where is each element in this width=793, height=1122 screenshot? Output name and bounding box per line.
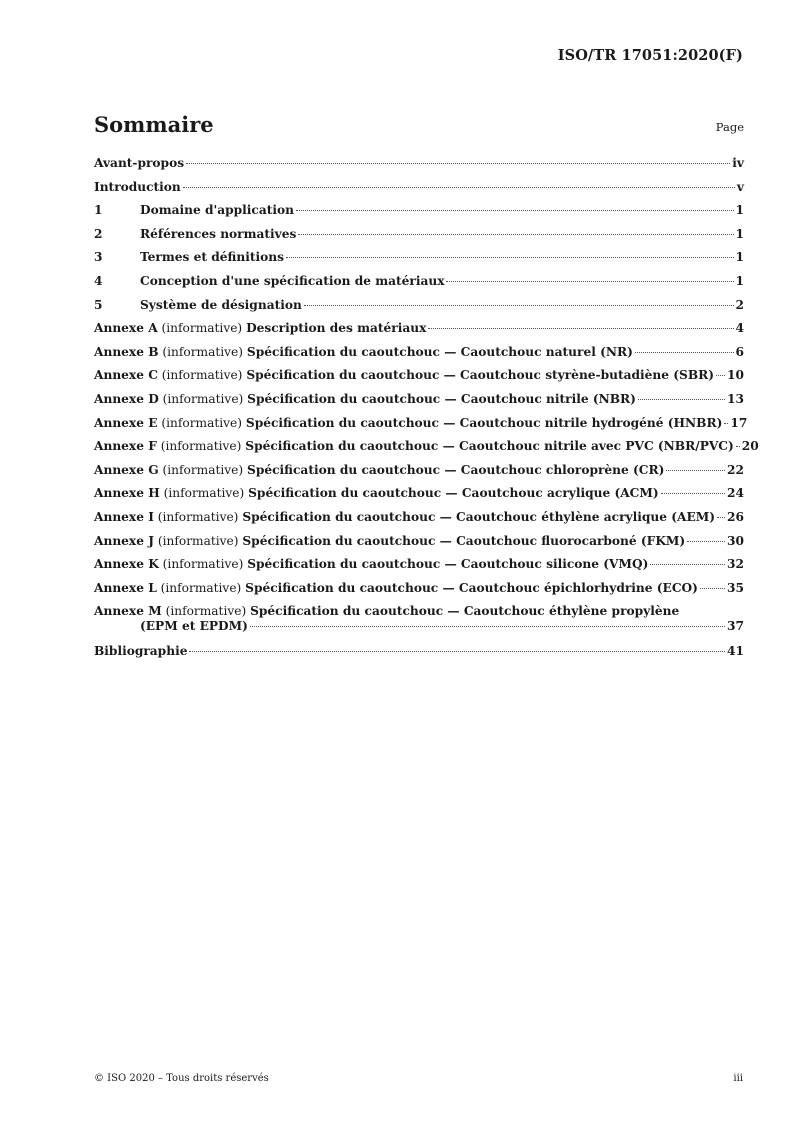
toc-entry-page: 13	[727, 391, 744, 406]
toc-entry-page: 4	[735, 321, 744, 336]
toc-entry-title: Spécification du caoutchouc — Caoutchouc épichlorhydrine (ECO)	[245, 580, 698, 595]
toc-entry-page: 20	[741, 439, 759, 454]
toc-dot-leader	[428, 328, 733, 329]
toc-entry-line	[94, 581, 744, 596]
toc-entry-informative: (informative)	[157, 533, 239, 548]
toc-entry[interactable]	[94, 392, 744, 416]
toc-entry-page: 30	[727, 533, 744, 548]
toc-entry-title: Description des matériaux	[246, 321, 427, 336]
toc-entry-annex-label: Annexe H	[94, 486, 160, 501]
toc-entry-line	[94, 439, 759, 454]
toc-entry[interactable]	[94, 557, 744, 581]
toc-entry-title: Spécification du caoutchouc — Caoutchouc nitrile (NBR)	[247, 391, 636, 406]
toc-dot-leader	[724, 423, 728, 424]
toc-entry-informative: (informative)	[160, 439, 242, 454]
toc-entry-page: 10	[727, 368, 744, 383]
toc-entry-number: 5	[94, 297, 103, 312]
toc-entry[interactable]	[94, 321, 744, 345]
toc-entry-title: Système de désignation	[140, 297, 302, 312]
toc-entry-title: Spécification du caoutchouc — Caoutchouc acrylique (ACM)	[248, 486, 659, 501]
toc-entry-page: 1	[735, 273, 744, 288]
toc-dot-leader	[186, 163, 730, 164]
toc-entry-title: Spécification du caoutchouc — Caoutchouc chloroprène (CR)	[247, 462, 665, 477]
toc-entry[interactable]	[94, 180, 744, 204]
toc-entry-annex-label: Annexe F	[94, 439, 157, 454]
toc-entry[interactable]	[94, 274, 744, 298]
toc-entry-title: Avant-propos	[94, 156, 185, 170]
toc-entry-page: 1	[735, 203, 744, 218]
toc-entry[interactable]	[94, 298, 744, 322]
toc-entry-number: 2	[94, 226, 103, 241]
toc-entry-page: iv	[732, 156, 744, 170]
toc-entry-line	[94, 644, 744, 659]
toc-entry-annex-label: Annexe K	[94, 557, 159, 572]
toc-entry-annex-label: Annexe A	[94, 321, 158, 336]
toc-entry-annex-label: Annexe D	[94, 391, 159, 406]
toc-entry-informative: (informative)	[162, 391, 244, 406]
toc-entry-line	[94, 250, 744, 265]
toc-entry-page: 32	[727, 557, 744, 572]
toc-entry-title: Spécification du caoutchouc — Caoutchouc naturel (NR)	[246, 344, 633, 359]
toc-entry[interactable]	[94, 604, 744, 644]
toc-entry-line	[94, 463, 744, 478]
toc-entry-page: v	[736, 179, 744, 194]
toc-entry-line	[94, 274, 744, 289]
toc-entry-informative: (informative)	[161, 321, 243, 336]
toc-entry-line	[94, 619, 744, 634]
toc-dot-leader	[666, 470, 725, 471]
toc-entry-page: 6	[735, 344, 744, 359]
toc-dot-leader	[286, 257, 734, 258]
toc-entry-page: 1	[735, 250, 744, 265]
toc-entry-page: 37	[727, 619, 744, 634]
toc-dot-leader	[700, 588, 725, 589]
toc-entry-title: Spécification du caoutchouc — Caoutchouc éthylène propylène	[250, 604, 680, 619]
toc-dot-leader	[638, 399, 725, 400]
toc-entry-informative: (informative)	[160, 580, 242, 595]
toc-entry-line	[94, 345, 744, 360]
toc-dot-leader	[736, 446, 740, 447]
toc-dot-leader	[650, 564, 725, 565]
toc-entry-annex-label: Annexe J	[94, 533, 154, 548]
toc-entry-annex-label: Annexe M	[94, 604, 162, 619]
toc-entry[interactable]	[94, 250, 744, 274]
toc-dot-leader	[189, 651, 725, 652]
toc-entry-annex-label: Annexe G	[94, 462, 159, 477]
toc-entry-informative: (informative)	[165, 604, 247, 619]
toc-entry[interactable]	[94, 156, 744, 180]
toc-entry-number: 3	[94, 250, 103, 265]
toc-entry-page: 2	[735, 297, 744, 312]
toc-dot-leader	[446, 281, 733, 282]
toc-dot-leader	[250, 626, 725, 627]
toc-entry[interactable]	[94, 415, 748, 440]
toc-entry-informative: (informative)	[163, 486, 245, 501]
toc-dot-leader	[183, 187, 735, 188]
toc-entry-line	[94, 180, 744, 195]
toc-entry-line	[94, 510, 744, 525]
toc-entry-title-continued: (EPM et EPDM)	[140, 619, 248, 634]
toc-dot-leader	[687, 541, 725, 542]
toc-entry-page: 22	[727, 462, 744, 477]
toc-entry-line	[94, 604, 744, 619]
toc-entry-title: Termes et définitions	[140, 250, 284, 265]
toc-entry-line	[94, 415, 748, 431]
toc-entry-line	[94, 486, 744, 501]
toc-entry-line	[94, 557, 744, 572]
toc-dot-leader	[635, 352, 734, 353]
toc-dot-leader	[298, 234, 733, 235]
toc-entry-line	[94, 227, 744, 242]
toc-entry-page: 35	[727, 580, 744, 595]
toc-entry-title: Domaine d'application	[140, 203, 294, 218]
toc-entry-title: Spécification du caoutchouc — Caoutchouc fluorocarboné (FKM)	[242, 533, 686, 548]
page-column-label: Page	[715, 120, 744, 134]
toc-dot-leader	[716, 375, 725, 376]
toc-title: Sommaire	[94, 112, 214, 137]
toc-entry-page: 41	[727, 644, 744, 659]
toc-entry[interactable]	[94, 510, 744, 534]
toc-entry-number: 4	[94, 273, 103, 288]
toc-entry-informative: (informative)	[162, 344, 244, 359]
toc-entry-title: Spécification du caoutchouc — Caoutchouc silicone (VMQ)	[247, 557, 649, 572]
toc-dot-leader	[661, 493, 725, 494]
toc-header	[94, 112, 744, 140]
toc-entry-title: Conception d'une spécification de matériaux	[140, 273, 445, 288]
toc-entry-title: Spécification du caoutchouc — Caoutchouc styrène-butadiène (SBR)	[246, 368, 715, 383]
toc-entry-annex-label: Annexe B	[94, 344, 159, 359]
toc-entry-page: 26	[727, 509, 744, 524]
toc-entry-informative: (informative)	[161, 368, 243, 383]
toc-entry[interactable]	[94, 345, 744, 369]
toc-entry-line	[94, 534, 744, 549]
toc-entry-annex-label: Annexe E	[94, 415, 158, 430]
toc-entry-page: 1	[735, 226, 744, 241]
toc-entry-line	[94, 298, 744, 313]
toc-dot-leader	[296, 210, 734, 211]
toc-dot-leader	[304, 305, 734, 306]
toc-entry-annex-label: Annexe C	[94, 368, 158, 383]
toc-entry-informative: (informative)	[162, 557, 244, 572]
toc-entry-title: Références normatives	[140, 226, 297, 241]
toc-entry-title: Introduction	[94, 179, 181, 194]
toc-entry[interactable]	[94, 644, 744, 668]
toc-entry-title: Spécification du caoutchouc — Caoutchouc éthylène acrylique (AEM)	[242, 509, 715, 524]
toc-entry[interactable]	[94, 534, 744, 558]
toc-dot-leader	[717, 517, 725, 518]
toc-entry-page: 24	[727, 486, 744, 501]
toc-entry-title: Bibliographie	[94, 644, 188, 659]
toc-entry-line	[94, 321, 744, 336]
toc-entry-informative: (informative)	[162, 462, 244, 477]
toc-entry-informative: (informative)	[161, 415, 243, 430]
toc-entry-title: Spécification du caoutchouc — Caoutchouc nitrile avec PVC (NBR/PVC)	[245, 439, 734, 454]
toc-entry[interactable]	[94, 463, 744, 487]
toc-list	[94, 156, 759, 668]
toc-entry-number: 1	[94, 203, 103, 218]
toc-entry-page: 17	[730, 415, 748, 430]
toc-entry-informative: (informative)	[157, 509, 239, 524]
toc-entry[interactable]	[94, 227, 744, 251]
toc-entry[interactable]	[94, 486, 744, 510]
toc-entry-title: Spécification du caoutchouc — Caoutchouc nitrile hydrogéné (HNBR)	[245, 415, 723, 430]
toc-entry[interactable]	[94, 439, 759, 463]
toc-entry-annex-label: Annexe L	[94, 580, 157, 595]
document-id: ISO/TR 17051:2020(F)	[557, 47, 743, 64]
toc-entry-line	[94, 368, 744, 383]
toc-entry[interactable]	[94, 368, 744, 392]
toc-entry-line	[94, 156, 744, 171]
toc-entry[interactable]	[94, 203, 744, 227]
toc-entry-annex-label: Annexe I	[94, 509, 154, 524]
footer-copyright: © ISO 2020 – Tous droits réservés	[94, 1073, 269, 1084]
toc-entry-line	[94, 392, 744, 407]
toc-entry-line	[94, 203, 744, 218]
footer-page-number: iii	[733, 1073, 743, 1084]
toc-entry[interactable]	[94, 581, 744, 605]
